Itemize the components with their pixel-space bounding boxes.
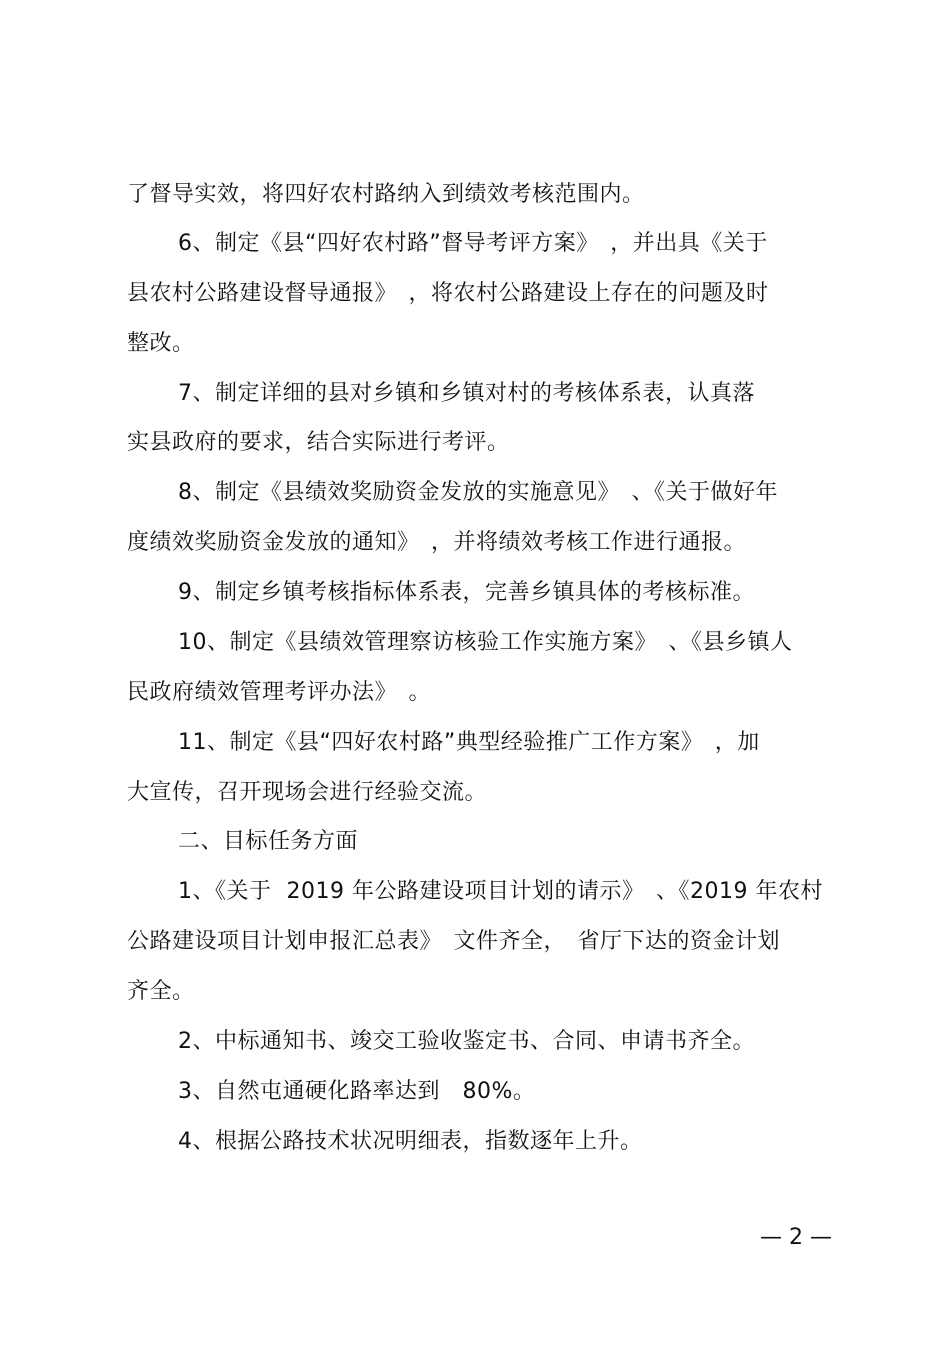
text-line-10: 10、制定《县绩效管理察访核验工作实施方案》 、《县乡镇人: [178, 630, 793, 655]
text-line-8: 度绩效奖励资金发放的通知》 ，并将绩效考核工作进行通报。: [127, 530, 747, 555]
text-line-1: 了督导实效，将四好农村路纳入到绩效考核范围内。: [127, 182, 645, 207]
text-line-11: 民政府绩效管理考评办法》 。: [127, 680, 432, 705]
page-number: — 2 —: [760, 1225, 832, 1250]
text-line-2: 6、制定《县“四好农村路”督导考评方案》 ，并出具《关于: [178, 231, 768, 256]
section-heading: 二、目标任务方面: [178, 829, 359, 854]
text-line-5: 7、制定详细的县对乡镇和乡镇对村的考核体系表，认真落: [178, 381, 755, 406]
text-line-6: 实县政府的要求，结合实际进行考评。: [127, 430, 510, 455]
text-line-19: 3、自然屯通硬化路率达到 80%。: [178, 1079, 536, 1104]
text-line-16: 公路建设项目计划申报汇总表》 文件齐全， 省厅下达的资金计划: [127, 929, 781, 954]
text-line-4: 整改。: [127, 331, 195, 356]
text-line-20: 4、根据公路技术状况明细表，指数逐年上升。: [178, 1129, 643, 1154]
text-line-17: 齐全。: [127, 979, 195, 1004]
text-line-13: 大宣传，召开现场会进行经验交流。: [127, 780, 488, 805]
text-line-18: 2、中标通知书、竣交工验收鉴定书、合同、申请书齐全。: [178, 1029, 755, 1054]
text-line-15: 1、《关于 2019 年公路建设项目计划的请示》 、《2019 年农村: [178, 879, 823, 904]
text-line-12: 11、制定《县“四好农村路”典型经验推广工作方案》 ，加: [178, 730, 760, 755]
text-line-3: 县农村公路建设督导通报》 ，将农村公路建设上存在的问题及时: [127, 281, 769, 306]
text-line-7: 8、制定《县绩效奖励资金发放的实施意见》 、《关于做好年: [178, 480, 778, 505]
text-line-9: 9、制定乡镇考核指标体系表，完善乡镇具体的考核标准。: [178, 580, 755, 605]
